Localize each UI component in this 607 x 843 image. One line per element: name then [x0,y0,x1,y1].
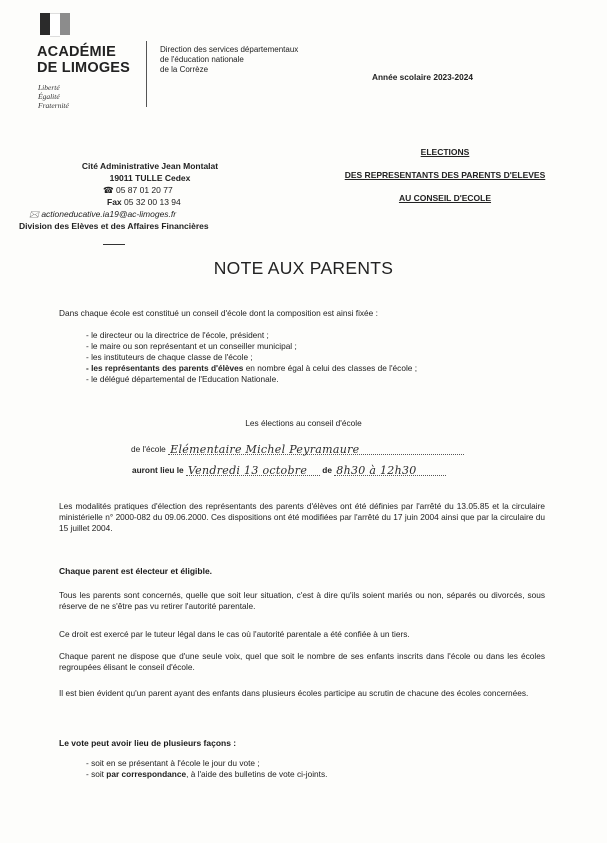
list-item: - soit par correspondance, à l'aide des bulletins de vote ci-joints. [86,769,328,779]
phone-icon: ☎ [103,185,114,195]
school-field: de l'école Elémentaire Michel Peyramaure [131,443,464,455]
header-divider [146,41,147,107]
composition-list [86,330,417,385]
list-item: - le délégué départemental de l'Education Nationale. [86,374,279,384]
academie-name: ACADÉMIE DE LIMOGES [37,44,131,76]
school-name-handwritten: Elémentaire Michel Peyramaure [170,443,360,456]
date-field: auront lieu le Vendredi 13 octobre de 8h30 à 12h30 [132,464,446,476]
list-item: - les instituteurs de chaque classe de l'école ; [86,352,253,362]
electeur-paragraph-1: Tous les parents sont concernés, quelle que soit leur situation, c'est à dire qu'ils soient mariés ou non, séparés ou divorcés, sous réserve de ne s'être pas vu retirer l'autorité parentale. [59,590,545,611]
republic-motto: Liberté Égalité Fraternité [38,83,69,110]
intro-paragraph: Dans chaque école est constitué un conseil d'école dont la composition est ainsi fixée : [59,308,378,318]
marianne-logo-icon [40,13,70,35]
address-city: 19011 TULLE Cedex [109,173,191,183]
time-handwritten: 8h30 à 12h30 [336,464,417,477]
phone-line: ☎ 05 87 01 20 77 [103,185,173,195]
list-item: - le directeur ou la directrice de l'école, président ; [86,330,269,340]
electeur-paragraph-4: Il est bien évident qu'un parent ayant des enfants dans plusieurs écoles participe au scrutin de chacune des écoles concernées. [59,688,529,698]
contact-block [15,160,285,232]
elections-heading: ELECTIONS DES REPRESENTANTS DES PARENTS D'ELEVES AU CONSEIL D'ECOLE [344,147,546,203]
list-item: - soit en se présentant à l'école le jour du vote ; [86,758,260,768]
email-line [15,208,285,220]
modalites-paragraph: Les modalités pratiques d'élection des représentants des parents d'élèves ont été définies par l'arrêté du 13.05.85 et la circulaire ministérielle n° 2000-082 du 09.06.2000. Ces dispositions ont été modifiées par l'arrêté du 17 juin 2004 ainsi que par la circulaire du 15 juillet 2004. [59,501,545,533]
electeur-heading: Chaque parent est électeur et éligible. [59,566,213,576]
division-name: Division des Elèves et des Affaires Financières [19,221,209,231]
fax-line: Fax 05 32 00 13 94 [107,197,181,207]
electeur-paragraph-3: Chaque parent ne dispose que d'une seule voix, quel que soit le nombre de ses enfants inscrits dans l'école ou dans les écoles regroupées élisant le conseil d'école. [59,651,545,672]
page-title: NOTE AUX PARENTS [213,258,394,278]
direction-services: Direction des services départementaux de l'éducation nationale de la Corrèze [160,45,299,74]
list-item: - le maire ou son représentant et un conseiller municipal ; [86,341,297,351]
date-handwritten: Vendredi 13 octobre [187,464,308,477]
mail-icon: 🖂 [29,209,39,219]
school-year: Année scolaire 2023-2024 [372,72,474,82]
list-item: - les représentants des parents d'élèves en nombre égal à celui des classes de l'école ; [86,363,418,373]
vote-heading: Le vote peut avoir lieu de plusieurs façons : [59,738,237,748]
elections-intro: Les élections au conseil d'école [245,418,362,428]
address-name: Cité Administrative Jean Montalat [81,161,219,171]
electeur-paragraph-2: Ce droit est exercé par le tuteur légal dans le cas où l'autorité parentale a été confiée à un tiers. [59,629,410,639]
separator-line [103,244,125,245]
email-link[interactable]: actioneducative.ia19@ac-limoges.fr [41,209,177,219]
vote-list [86,758,327,780]
